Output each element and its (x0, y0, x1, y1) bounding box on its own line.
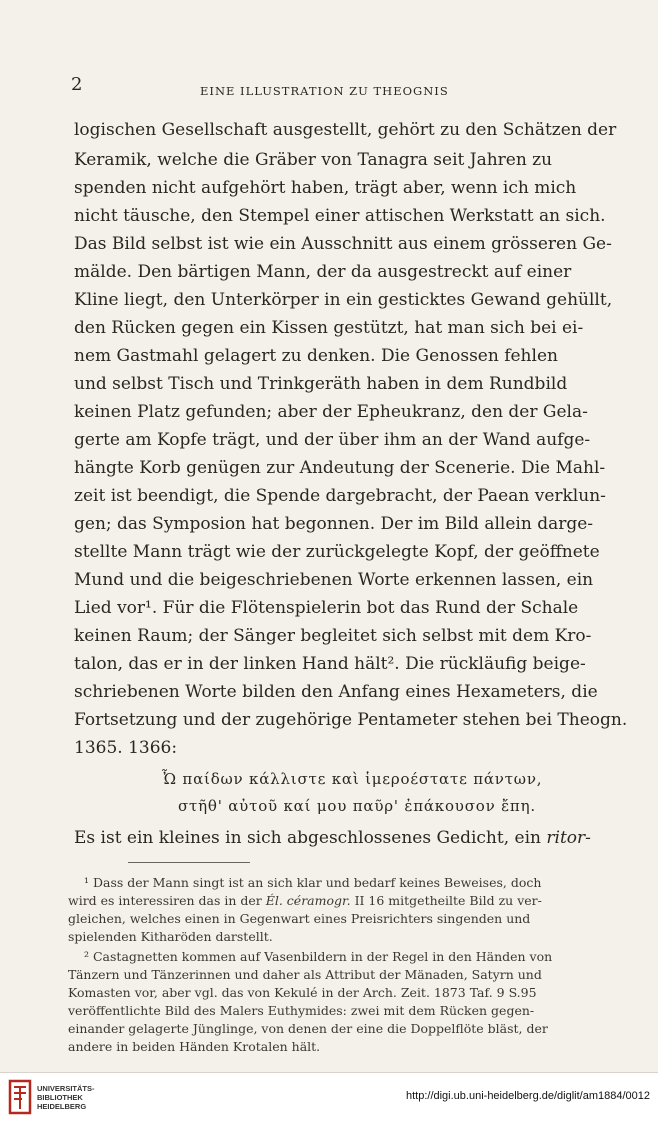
page-number: 2 (71, 74, 83, 95)
body-line: hängte Korb genügen zur Andeutung der Scenerie. Die Mahl- (74, 458, 606, 478)
body-line: Das Bild selbst ist wie ein Ausschnitt aus einem grösseren Ge- (74, 234, 612, 254)
body-line: gerte am Kopfe trägt, und der über ihm an der Wand aufge- (74, 430, 591, 450)
body-line: Kline liegt, den Unterkörper in ein gesticktes Gewand gehüllt, (74, 290, 613, 310)
body-line: logischen Gesellschaft ausgestellt, gehört zu den Schätzen der (74, 120, 617, 140)
footnote-line: spielenden Kitharöden darstellt. (68, 929, 273, 944)
body-line: Mund und die beigeschriebenen Worte erkennen lassen, ein (74, 570, 594, 590)
closing-line-text: Es ist ein kleines in sich abgeschlossenes Gedicht, ein (74, 828, 541, 848)
body-line: nicht täusche, den Stempel einer attischen Werkstatt an sich. (74, 206, 606, 226)
body-line: und selbst Tisch und Trinkgeräth haben in dem Rundbild (74, 374, 568, 394)
footnote-line: Tänzern und Tänzerinnen und daher als Attribut der Mänaden, Satyrn und (68, 967, 542, 982)
body-line: gen; das Symposion hat begonnen. Der im Bild allein darge- (74, 514, 594, 534)
body-line: den Rücken gegen ein Kissen gestützt, hat man sich bei ei- (74, 318, 584, 338)
running-title: EINE ILLUSTRATION ZU THEOGNIS (200, 84, 449, 98)
footnote-line: andere in beiden Händen Krotalen hält. (68, 1039, 321, 1054)
library-name-line: BIBLIOTHEK (37, 1093, 83, 1102)
body-line: Lied vor¹. Für die Flötenspielerin bot das Rund der Schale (74, 598, 579, 618)
library-name-line: UNIVERSITÄTS- (37, 1084, 95, 1093)
library-name-line: HEIDELBERG (37, 1102, 87, 1111)
footnote-line: einander gelagerte Jünglinge, von denen der eine die Doppelflöte bläst, der (68, 1021, 548, 1036)
greek-verse-line: Ὦ παίδων κάλλιστε καὶ ἱμεροέστατε πάντων, (162, 770, 543, 788)
footnote-line: ² Castagnetten kommen auf Vasenbildern in der Regel in den Händen von (84, 949, 553, 964)
footnote-text: wird es interessiren das in der (68, 893, 262, 908)
footnote-citation: Él. céramogr. (265, 893, 351, 908)
footnote-line: Komasten vor, aber vgl. das von Kekulé in der Arch. Zeit. 1873 Taf. 9 S.95 (68, 985, 537, 1000)
body-line: Keramik, welche die Gräber von Tanagra seit Jahren zu (74, 150, 553, 170)
body-line: keinen Raum; der Sänger begleitet sich selbst mit dem Kro- (74, 626, 592, 646)
closing-line (74, 828, 591, 848)
body-line: zeit ist beendigt, die Spende dargebracht, der Paean verklun- (74, 486, 606, 506)
footnote-line: veröffentlichte Bild des Malers Euthymides: zwei mit dem Rücken gegen- (68, 1003, 535, 1018)
library-name (37, 1084, 95, 1111)
body-line: talon, das er in der linken Hand hält². Die rückläufig beige- (74, 654, 586, 674)
body-line: mälde. Den bärtigen Mann, der da ausgestreckt auf einer (74, 262, 572, 282)
footnote-text: II 16 mitgetheilte Bild zu ver- (350, 893, 542, 908)
footnote-line (68, 892, 542, 909)
footnote-line: gleichen, welches einen in Gegenwart eines Preisrichters singenden und (68, 911, 531, 926)
footnote-divider (128, 862, 250, 863)
body-line: keinen Platz gefunden; aber der Epheukranz, den der Gela- (74, 402, 588, 422)
source-url-link[interactable]: http://digi.ub.uni-heidelberg.de/diglit/am1884/0012 (405, 1090, 650, 1102)
closing-line-italic: ritor- (546, 828, 591, 848)
body-line: schriebenen Worte bilden den Anfang eines Hexameters, die (74, 682, 598, 702)
footer-bar (0, 1072, 658, 1125)
body-line: 1365. 1366: (74, 738, 178, 758)
body-line: nem Gastmahl gelagert zu denken. Die Genossen fehlen (74, 346, 558, 366)
footnote-line: ¹ Dass der Mann singt ist an sich klar und bedarf keines Beweises, doch (84, 875, 542, 890)
body-line: stellte Mann trägt wie der zurückgelegte Kopf, der geöffnete (74, 542, 600, 562)
library-logo-icon (8, 1079, 32, 1115)
body-line: spenden nicht aufgehört haben, trägt aber, wenn ich mich (74, 178, 577, 198)
greek-verse-line: στῆθ' αὐτοῦ καί μου παῦρ' ἐπάκουσον ἔπη. (178, 797, 536, 815)
body-line: Fortsetzung und der zugehörige Pentameter stehen bei Theogn. (74, 710, 628, 730)
